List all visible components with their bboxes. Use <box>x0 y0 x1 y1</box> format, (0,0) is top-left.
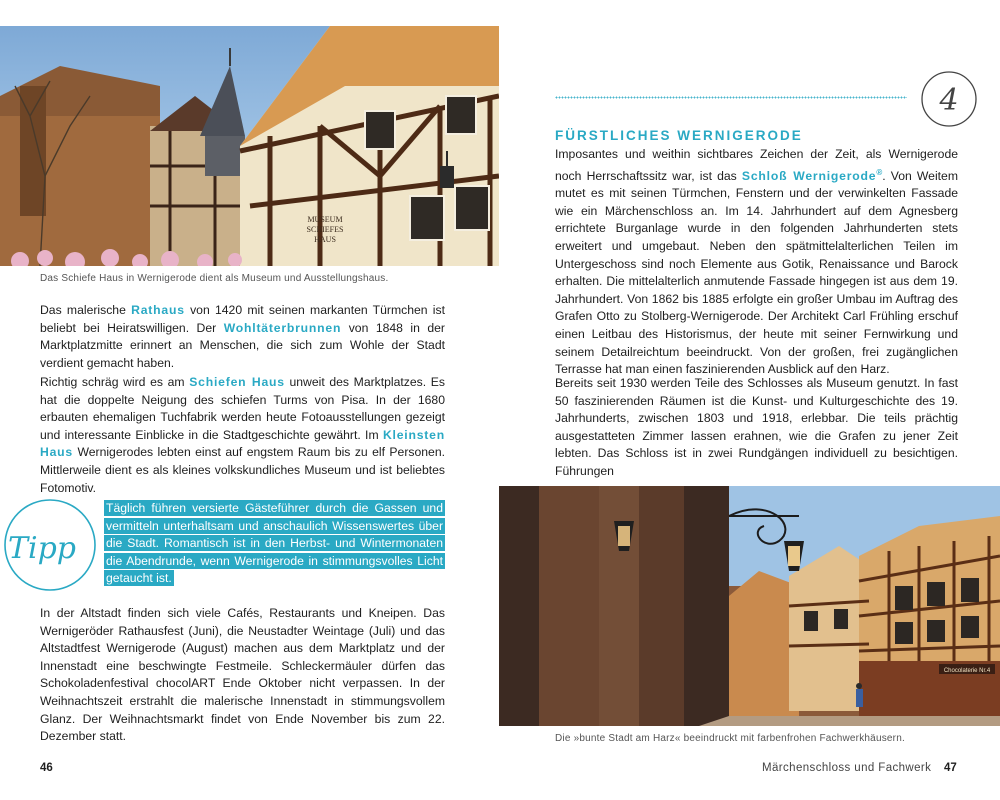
page-number-left: 46 <box>40 762 53 774</box>
highlight-wohltaeterbrunnen: Wohltäterbrunnen <box>223 320 342 335</box>
text: von 1420 mit seinen markanten Türmchen ist beliebt bei Heiratswilligen. Der <box>40 303 445 335</box>
photo-sign-line2: SCHIEFES <box>306 225 344 234</box>
chapter-badge <box>920 70 978 128</box>
chapter-number: 4 <box>939 83 959 118</box>
photo-sign-line3: HAUS <box>314 235 336 244</box>
left-paragraph-1 <box>40 302 445 372</box>
highlight-kleinstes-haus: Kleinsten Haus <box>40 427 445 460</box>
highlight-rathaus: Rathaus <box>131 303 185 317</box>
tipp-label: Tipp <box>7 531 77 566</box>
left-paragraph-3: In der Altstadt finden sich viele Cafés, Restaurants und Kneipen. Das Wernigeröder Rathausfest (Juni), die Neustadter Weintage (Juli) und das Altstadtfest Wernigerode (August) machen aus dem Marktplatz und der Innenstadt eine beschwingte Festmeile. Schleckermäuler dürfen das Schokoladenfestival chocolART Ende Oktober nicht verpassen. In der Weihnachtszeit erstrahlt die malerische Innenstadt in stimmungsvollem Glanz. Der Weihnachtsmarkt findet von Ende November bis zum 22. Dezember statt. <box>40 606 445 744</box>
left-photo-caption: Das Schiefe Haus in Wernigerode dient als Museum und Ausstellungshaus. <box>40 273 389 284</box>
text: . Von Weitem mutet es mit seinen Türmchen, Fenstern und der verwinkelten Fassade wie ein Märchenschloss an. Im 14. Jahrhundert auf dem Agnesberg errichtete Burganlage wurde in den folgenden Jahrhunderten stets erweitert und umgebaut. Neben den spätmittelalterlichen Teilen im Untergeschoss sind noch Elemente aus Gotik, Renaissance und Barock erhalten. Die mittelalterlich anmutende Fassade hingegen ist aus dem 19. Jahrhundert. Von 1862 bis 1885 erfolgte ein großer Umbau im Auftrag des Grafen Otto zu Stolberg-Wernigerode. Der Architekt Carl Frühling erschuf einen Leitbau des Historismus, der heute mit seiner Fernwirkung und seinem Detailreichtum beeindruckt. Von der großen, frei zugänglichen Terrasse hat man einen faszinierenden Ausblick auf den Harz. <box>555 168 958 377</box>
text: Imposantes und weithin sichtbares Zeichen der Zeit, als Wernigerode noch Herrschaftssitz war, ist das <box>555 147 958 183</box>
registered-mark: ® <box>876 167 883 177</box>
tipp-text-box <box>104 500 445 588</box>
page-number-right: 47 <box>944 762 957 774</box>
right-paragraph-2: Bereits seit 1930 werden Teile des Schlosses als Museum genutzt. In fast 50 faszinierenden Räumen ist die Kunst- und Kulturgeschichte des 19. Jahrhunderts, zwischen 1803 und 1918, erlebbar. Die teils prächtig ausgestatteten Zimmer lassen erahnen, wie die Grafen zu jener Zeit lebten. Das Schloss ist in zwei Rundgängen individuell zu besichtigen. Führungen <box>555 376 958 478</box>
left-paragraph-2 <box>40 374 445 497</box>
photo-sign-line1: MUSEUM <box>307 215 343 224</box>
chapter-dotted-rule <box>555 96 907 99</box>
highlight-schiefes-haus: Schiefen Haus <box>189 375 285 389</box>
highlight-schloss-wernigerode: Schloß Wernigerode <box>741 168 877 183</box>
tipp-text: Täglich führen versierte Gästeführer durch die Gassen und vermitteln unterhaltsam und anschaulich Wissenswertes über die Stadt. Romantisch ist in den Herbst- und Wintermonaten die Abendrunde, wenn Wernigerode in stimmungsvolles Licht getaucht ist. <box>106 501 443 586</box>
text: unweit des Marktplatzes. Es hat die doppelte Neigung des schiefen Turms von Pisa. In der 1680 erbauten ehemaligen Tuchfabrik werden heute Fotoausstellungen gezeigt und interessante Einblicke in die Stadtgeschichte gewährt. Im <box>40 375 446 442</box>
photo-shop-sign: Chocolaterie Nr.4 <box>943 668 991 674</box>
fachwerk-street-photo <box>499 486 1000 726</box>
schiefes-haus-photo <box>0 26 499 266</box>
running-footer: Märchenschloss und Fachwerk <box>762 762 932 774</box>
text: Das malerische <box>40 303 132 317</box>
text: Wernigerodes lebten einst auf engstem Raum bis zu elf Personen. Mittlerweile dient es als kleines volkskundliches Museum und ist beliebtes Fotomotiv. <box>40 445 445 495</box>
right-paragraph-1 <box>555 146 958 379</box>
text: Richtig schräg wird es am <box>40 375 190 389</box>
tipp-badge <box>0 495 100 595</box>
text: von 1848 in der Marktplatzmitte erinnert an Menschen, die sich zum Wohle der Stadt verdient gemacht haben. <box>40 320 445 370</box>
section-heading: FÜRSTLICHES WERNIGERODE <box>555 128 803 143</box>
right-photo-caption: Die »bunte Stadt am Harz« beeindruckt mit farbenfrohen Fachwerkhäusern. <box>555 733 905 744</box>
